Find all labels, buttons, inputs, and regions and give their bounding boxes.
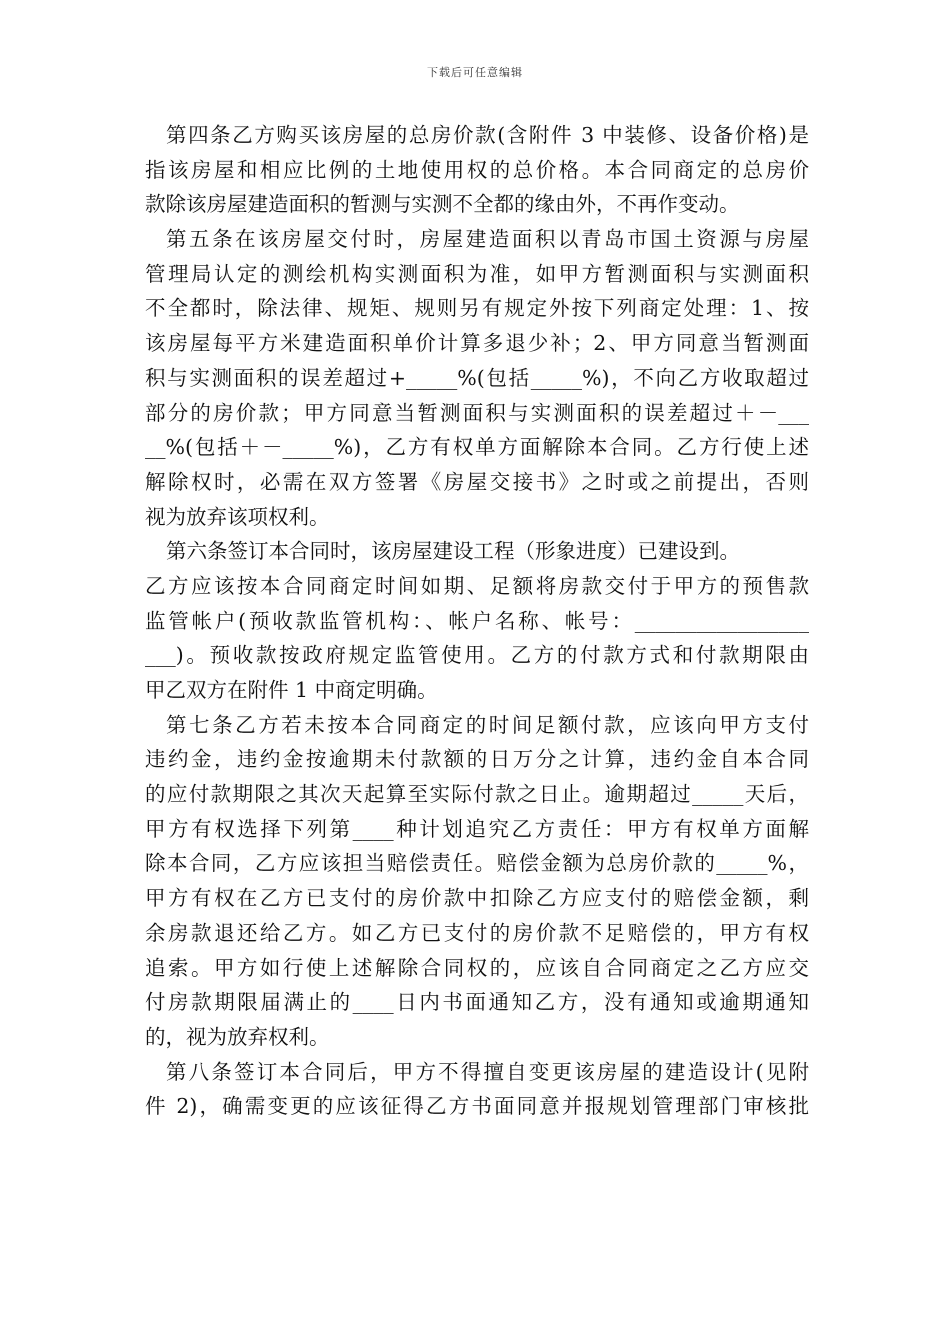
text-line: 甲乙双方在附件 1 中商定明确。 [145,678,438,702]
text-line: 监管帐户(预收款监管机构：、帐户名称、帐号：_________________ [145,608,809,633]
text-line: 的应付款期限之其次天起算至实际付款之日止。逾期超过_____天后， [145,782,809,807]
text-line: 第六条签订本合同时，该房屋建设工程（形象进度）已建设到。 [166,539,740,564]
text-line: 余房款退还给乙方。如乙方已支付的房价款不足赔偿的，甲方有权 [145,920,809,945]
paragraph-article-5 [145,222,809,534]
text-line: 管理局认定的测绘机构实测面积为准，如甲方暂测面积与实测面积 [145,261,809,286]
text-line: 积与实测面积的误差超过+_____%(包括_____%)，不向乙方收取超过 [145,365,809,390]
paragraph-article-7 [145,708,809,1055]
text-line: 解除权时，必需在双方签署《房屋交接书》之时或之前提出，否则 [145,469,809,494]
paragraph-article-4 [145,118,809,222]
text-line: 第四条乙方购买该房屋的总房价款(含附件 3 中装修、设备价格)是 [166,123,809,147]
text-line: 除本合同，乙方应该担当赔偿责任。赔偿金额为总房价款的_____%， [145,851,809,876]
text-line: 部分的房价款；甲方同意当暂测面积与实测面积的误差超过＋－___ [145,400,809,425]
text-line: __%(包括＋－_____%)，乙方有权单方面解除本合同。乙方行使上述 [145,435,809,460]
text-line: 第七条乙方若未按本合同商定的时间足额付款，应该向甲方支付 [166,712,809,737]
text-line: ___)。预收款按政府规定监管使用。乙方的付款方式和付款期限由 [145,643,809,668]
paragraph-article-6 [145,534,809,707]
text-line: 的，视为放弃权利。 [145,1024,330,1049]
text-line: 付房款期限届满止的____日内书面通知乙方，没有通知或逾期通知 [145,990,809,1015]
text-line: 甲方有权选择下列第____种计划追究乙方责任：甲方有权单方面解 [145,816,809,841]
text-line: 该房屋每平方米建造面积单价计算多退少补；2、甲方同意当暂测面 [145,331,809,356]
paragraph-article-8 [145,1055,809,1124]
text-line: 乙方应该按本合同商定时间如期、足额将房款交付于甲方的预售款 [145,573,809,598]
text-line: 指该房屋和相应比例的土地使用权的总价格。本合同商定的总房价 [145,157,809,182]
page-header: 下载后可任意编辑 [427,66,523,79]
text-line: 甲方有权在乙方已支付的房价款中扣除乙方应支付的赔偿金额，剩 [145,886,809,911]
text-line: 款除该房屋建造面积的暂测与实测不全都的缘由外，不再作变动。 [145,192,740,217]
document-body [145,118,809,1124]
text-line: 视为放弃该项权利。 [145,504,330,529]
text-line: 第五条在该房屋交付时，房屋建造面积以青岛市国土资源与房屋 [166,227,809,252]
text-line: 违约金，违约金按逾期未付款额的日万分之计算，违约金自本合同 [145,747,809,772]
text-line: 件 2)，确需变更的应该征得乙方书面同意并报规划管理部门审核批 [145,1094,809,1119]
text-line: 追索。甲方如行使上述解除合同权的，应该自合同商定之乙方应交 [145,955,809,980]
text-line: 不全都时，除法律、规矩、规则另有规定外按下列商定处理：1、按 [145,296,809,321]
text-line: 第八条签订本合同后，甲方不得擅自变更该房屋的建造设计(见附 [166,1059,809,1084]
